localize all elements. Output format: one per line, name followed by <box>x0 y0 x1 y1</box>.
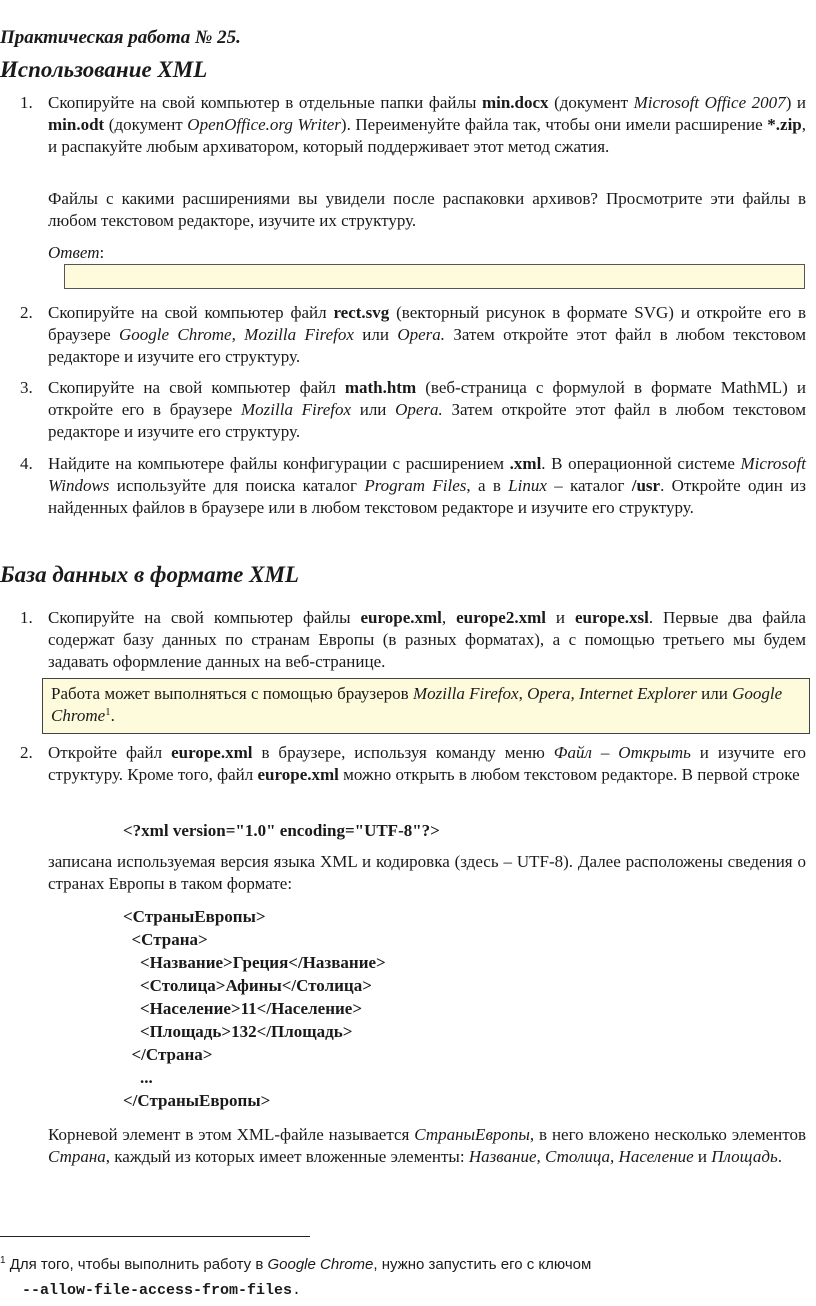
encoding-paragraph: записана используемая версия языка XML и кодировка (здесь – UTF-8). Далее расположены сведения о странах Европы в таком формате: <box>48 852 806 893</box>
list-item-text: Найдите на компьютере файлы конфигурации с расширением .xml. В операционной системе Microsoft Windows используйте для поиска каталог Program Files, а в Linux – каталог /usr. Откройте один из найденных файлов в браузере или в любом текстовом редакторе и изучите его структуру. <box>48 454 806 517</box>
list-number: 4. <box>20 454 33 473</box>
db-list-item-1 <box>20 607 806 673</box>
footnote-text: $^1$ Для того, чтобы выполнить работу в Google Chrome, нужно запустить его с ключом <box>0 1255 592 1273</box>
list-item-text: Скопируйте на свой компьютер файл rect.svg (векторный рисунок в формате SVG) и откройте его в браузере Google Chrome, Mozilla Firefox или Opera. Затем откройте этот файл в любом текстовом редакторе и изучите его структуру. <box>48 303 807 366</box>
code-line: ... <box>123 1068 153 1087</box>
xml-declaration: <?xml version="1.0" encoding="UTF-8"?> <box>123 821 440 840</box>
practical-work-title: Практическая работа № 25. <box>0 27 241 48</box>
list-item-1 <box>20 92 806 158</box>
list-number: 2. <box>20 303 33 322</box>
closing-paragraph: Корневой элемент в этом XML-файле называется СтраныЕвропы, в него вложено несколько элементов Страна, каждый из которых имеет вложенные элементы: Название, Столица, Население и Площадь. <box>48 1125 806 1166</box>
code-line: </Страна> <box>123 1045 213 1064</box>
answer-label: Ответ: <box>48 243 105 262</box>
list-item-4 <box>20 453 806 519</box>
code-line: <Население>11</Население> <box>123 999 363 1018</box>
list-item-2 <box>20 302 806 368</box>
code-line: <СтраныЕвропы> <box>123 907 266 926</box>
code-line: <Название>Греция</Название> <box>123 953 386 972</box>
browser-note-box: Работа может выполняться с помощью браузеров Mozilla Firefox, Opera, Internet Explorer или Google Chrome$^1$. <box>42 678 810 734</box>
section-heading-xml-usage: Использование XML <box>0 57 208 82</box>
answer-field[interactable] <box>64 264 805 289</box>
list-item-text: Откройте файл europe.xml в браузере, используя команду меню Файл – Открыть и изучите его структуру. Кроме того, файл europe.xml можно открыть в любом текстовом редакторе. В первой строке <box>48 743 806 784</box>
list-number: 3. <box>20 378 33 397</box>
list-number: 1. <box>20 608 33 627</box>
footnote-reference[interactable]: 1 <box>105 706 111 718</box>
section-heading-xml-database: База данных в формате XML <box>0 562 299 587</box>
db-list-item-2 <box>20 742 806 786</box>
code-line: <Столица>Афины</Столица> <box>123 976 372 995</box>
list-item-text: Скопируйте на свой компьютер файлы europe.xml, europe2.xml и europe.xsl. Первые два файла содержат базу данных по странам Европы (в разных форматах), а с помощью третьего мы будем задавать оформление данных на веб-странице. <box>48 608 806 671</box>
list-item-3 <box>20 377 806 443</box>
code-line: <Страна> <box>123 930 208 949</box>
footnote-divider <box>0 1236 310 1237</box>
list-item-text: Скопируйте на свой компьютер в отдельные папки файлы min.docx (документ Microsoft Office 2007) и min.odt (документ OpenOffice.org Writer). Переименуйте файла так, чтобы они имели расширение *.zip, и распакуйте любым архиватором, который поддерживает этот метод сжатия. <box>48 93 807 156</box>
code-line: <Площадь>132</Площадь> <box>123 1022 353 1041</box>
question-paragraph: Файлы с какими расширениями вы увидели после распаковки архивов? Просмотрите эти файлы в любом текстовом редакторе, изучите их структуру. <box>48 189 806 230</box>
footnote-code: --allow-file-access-from-files. <box>22 1282 302 1299</box>
list-number: 2. <box>20 743 33 762</box>
list-item-text: Скопируйте на свой компьютер файл math.htm (веб-страница с формулой в формате MathML) и откройте его в браузере Mozilla Firefox или Opera. Затем откройте этот файл в любом текстовом редакторе и изучите его структуру. <box>48 378 806 441</box>
code-line: </СтраныЕвропы> <box>123 1091 271 1110</box>
list-number: 1. <box>20 93 33 112</box>
